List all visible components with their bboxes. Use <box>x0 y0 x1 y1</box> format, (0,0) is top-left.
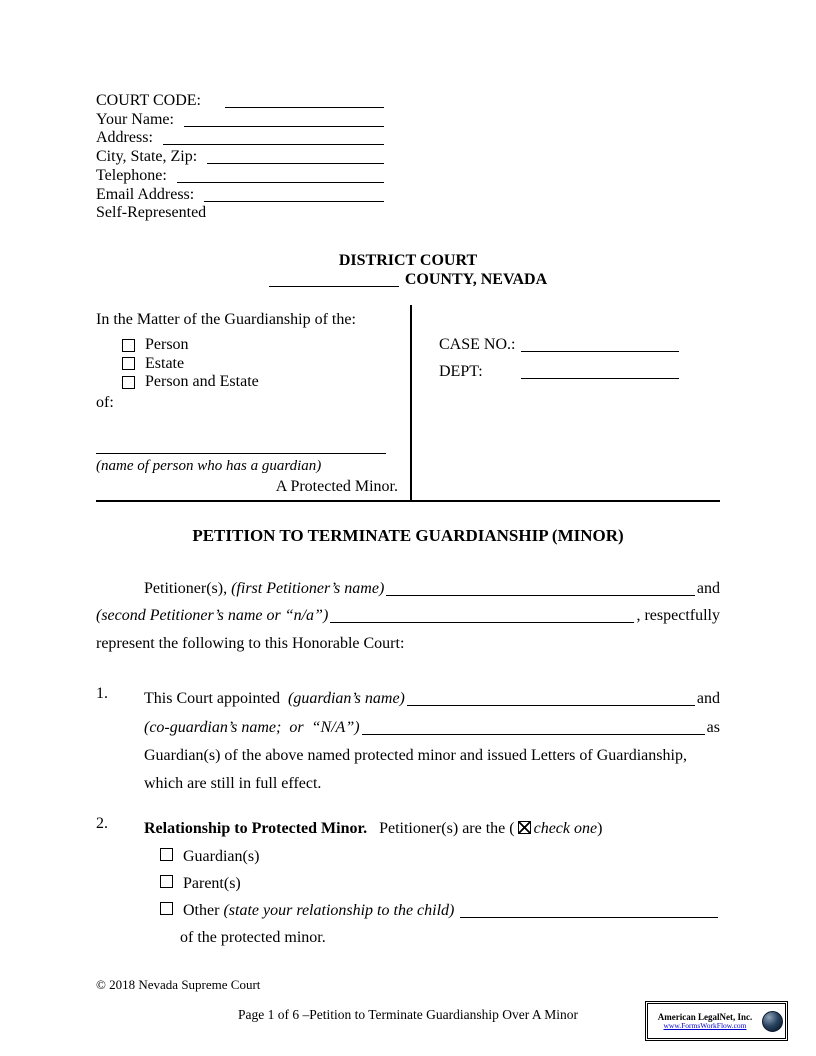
intro-paragraph <box>96 575 720 658</box>
your-name-row <box>96 111 386 130</box>
protected-person-name-row <box>96 440 410 454</box>
parents-checkbox-icon[interactable] <box>160 875 173 888</box>
page-footer-line: Page 1 of 6 –Petition to Terminate Guardianship Over A Minor <box>237 1007 578 1022</box>
intro-line-3 <box>96 630 720 658</box>
court-code-blank[interactable] <box>225 107 384 108</box>
person-option-label: Person <box>145 335 189 353</box>
your-name-blank[interactable] <box>184 126 384 127</box>
protected-person-name-blank[interactable] <box>96 453 386 454</box>
item-1-body <box>144 685 720 799</box>
item1-line-4 <box>144 770 720 798</box>
item1-line-2 <box>144 714 720 742</box>
first-petitioner-name-hint: (first Petitioner’s name) <box>231 579 385 597</box>
item1-line3-text: Guardian(s) of the above named protected minor and issued Letters of Guardianship, <box>144 747 687 765</box>
your-name-label: Your Name: <box>96 110 174 128</box>
estate-option-row <box>122 355 410 374</box>
case-no-blank[interactable] <box>521 351 679 352</box>
guardians-checkbox-icon[interactable] <box>160 848 173 861</box>
item-1-number: 1. <box>96 685 108 703</box>
telephone-row <box>96 167 386 186</box>
person-checkbox-icon[interactable] <box>122 339 135 352</box>
guardians-option-label: Guardian(s) <box>183 847 260 865</box>
of-label: of: <box>96 393 114 411</box>
item-2-number: 2. <box>96 814 108 832</box>
guardianship-type-options <box>122 336 410 392</box>
relationship-heading-line <box>144 815 720 843</box>
second-petitioner-name-blank[interactable] <box>330 622 634 623</box>
first-petitioner-name-blank[interactable] <box>386 595 695 596</box>
item1-line-3 <box>144 742 720 770</box>
telephone-label: Telephone: <box>96 166 167 184</box>
address-row <box>96 129 386 148</box>
court-heading <box>96 251 720 289</box>
item2-tail-line <box>180 924 720 952</box>
person-and-estate-option-row <box>122 373 410 392</box>
item1-line2-post: as <box>706 718 720 736</box>
county-line <box>96 270 720 289</box>
intro-line3-text: represent the following to this Honorable Court: <box>96 634 405 652</box>
relationship-heading: Relationship to Protected Minor. <box>144 819 368 837</box>
item1-line4-text: which are still in full effect. <box>144 775 322 793</box>
american-legalnet-logo-box <box>645 1001 788 1041</box>
caption-left-column <box>96 305 410 500</box>
county-nevada-label: COUNTY, NEVADA <box>404 270 548 288</box>
second-petitioner-name-hint: (second Petitioner’s name or “n/a”) <box>96 607 329 625</box>
other-option-label: Other <box>183 901 224 919</box>
address-label: Address: <box>96 129 153 147</box>
city-state-zip-row <box>96 148 386 167</box>
telephone-blank[interactable] <box>177 182 384 183</box>
formsworkflow-link[interactable]: www.FormsWorkFlow.com <box>663 1020 747 1030</box>
dept-label: DEPT: <box>439 363 483 381</box>
item1-line1-pre: This Court appointed <box>144 690 288 708</box>
dept-blank[interactable] <box>521 378 679 379</box>
caption-right-column <box>410 305 720 500</box>
co-guardian-name-hint: (co-guardian’s name; or “N/A”) <box>144 718 360 736</box>
email-row <box>96 186 386 205</box>
item-1 <box>96 685 720 799</box>
item-2 <box>96 815 720 952</box>
guardian-name-blank[interactable] <box>407 705 695 706</box>
parents-option-label: Parent(s) <box>183 874 241 892</box>
district-court-title: DISTRICT COURT <box>338 251 478 269</box>
co-guardian-name-blank[interactable] <box>362 734 705 735</box>
protected-person-name-hint: (name of person who has a guardian) <box>96 457 322 474</box>
county-name-blank[interactable] <box>269 286 399 287</box>
intro-line-1 <box>96 575 720 603</box>
document-title: PETITION TO TERMINATE GUARDIANSHIP (MINOR) <box>192 525 624 545</box>
intro-line1-pre: Petitioner(s), <box>144 579 232 597</box>
other-option-row <box>160 897 720 924</box>
check-one-hint: check one <box>533 819 598 837</box>
matter-line: In the Matter of the Guardianship of the: <box>96 310 356 328</box>
intro-line-2 <box>96 602 720 630</box>
logo-text-stack <box>650 1012 760 1031</box>
estate-option-label: Estate <box>145 354 185 372</box>
person-and-estate-checkbox-icon[interactable] <box>122 376 135 389</box>
dept-row <box>439 358 679 386</box>
american-legalnet-name: American LegalNet, Inc. <box>657 1011 753 1022</box>
case-caption <box>96 305 720 502</box>
estate-checkbox-icon[interactable] <box>122 357 135 370</box>
address-blank[interactable] <box>163 144 384 145</box>
intro-line2-post: , respectfully <box>636 607 720 625</box>
email-blank[interactable] <box>204 201 384 202</box>
item1-line1-post: and <box>696 690 720 708</box>
filer-info-block <box>96 92 386 223</box>
page-content <box>96 92 720 952</box>
city-state-zip-label: City, State, Zip: <box>96 148 198 166</box>
case-no-row <box>439 331 679 359</box>
intro-line1-post: and <box>696 579 720 597</box>
item2-tail-text: of the protected minor. <box>180 928 326 946</box>
self-represented-row <box>96 204 386 223</box>
person-and-estate-option-label: Person and Estate <box>145 373 259 391</box>
relationship-to-child-hint: (state your relationship to the child) <box>223 901 455 919</box>
protected-minor-label: A Protected Minor. <box>275 477 398 495</box>
item2-heading-pre: Petitioner(s) are the ( <box>367 819 515 837</box>
item2-heading-post: ) <box>597 819 603 837</box>
court-code-label: COURT CODE: <box>96 92 201 109</box>
court-code-row <box>96 92 386 111</box>
copyright-notice: © 2018 Nevada Supreme Court <box>96 977 261 992</box>
checked-box-icon <box>518 821 531 834</box>
parents-option-row <box>160 870 720 897</box>
legalnet-globe-icon <box>762 1011 783 1032</box>
case-no-label: CASE NO.: <box>439 335 516 353</box>
guardian-name-hint: (guardian’s name) <box>287 690 405 708</box>
self-represented-label: Self-Represented <box>96 204 207 222</box>
guardians-option-row <box>160 843 720 870</box>
person-option-row <box>122 336 410 355</box>
city-state-zip-blank[interactable] <box>207 163 384 164</box>
email-label: Email Address: <box>96 185 195 203</box>
relationship-to-child-blank[interactable] <box>460 917 718 918</box>
item1-line-1 <box>144 685 720 713</box>
other-checkbox-icon[interactable] <box>160 902 173 915</box>
item-2-body <box>144 815 720 952</box>
